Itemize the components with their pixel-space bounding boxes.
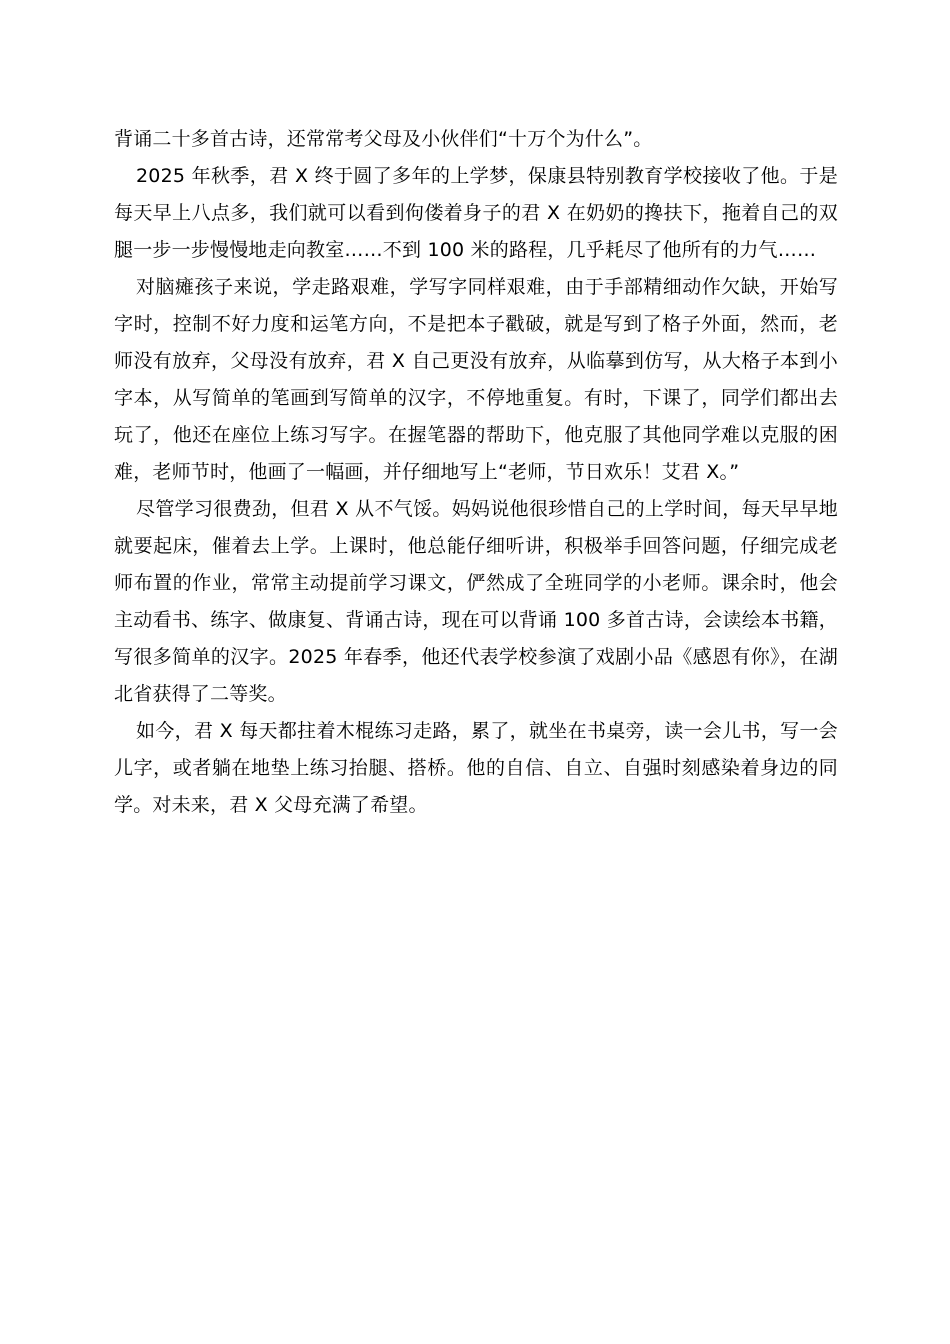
paragraph-present-day: 如今，君 X 每天都拄着木棍练习走路，累了，就坐在书桌旁，读一会儿书，写一会儿字，或者躺在地垫上练习抬腿、搭桥。他的自信、自立、自强时刻感染着身边的同学。对未来，君 X 父母充满了希望。 xyxy=(114,720,838,816)
article-body xyxy=(114,121,838,824)
paragraph-learning-to-write: 对脑瘫孩子来说，学走路艰难，学写字同样艰难，由于手部精细动作欠缺，开始写字时，控制不好力度和运笔方向，不是把本子戳破，就是写到了格子外面，然而，老师没有放弃，父母没有放弃，君 X 自己更没有放弃，从临摹到仿写，从大格子本到小字本，从写简单的笔画到写简单的汉字，不停地重复。有时，下课了，同学们都出去玩了，他还在座位上练习写字。在握笔器的帮助下，他克服了其他同学难以克服的困难，老师节时，他画了一幅画，并仔细地写上“老师，节日欢乐！艾君 X。” xyxy=(114,276,838,483)
paragraph-continuation: 背诵二十多首古诗，还常常考父母及小伙伴们“十万个为什么”。 xyxy=(114,128,653,150)
paragraph-perseverance: 尽管学习很费劲，但君 X 从不气馁。妈妈说他很珍惜自己的上学时间，每天早早地就要起床，催着去上学。上课时，他总能仔细听讲，积极举手回答问题，仔细完成老师布置的作业，常常主动提前学习课文，俨然成了全班同学的小老师。课余时，他会主动看书、练字、做康复、背诵古诗，现在可以背诵 100 多首古诗，会读绘本书籍，写很多简单的汉字。2025 年春季，他还代表学校参演了戏剧小品《感恩有你》，在湖北省获得了二等奖。 xyxy=(114,498,838,705)
paragraph-school-enrollment: 2025 年秋季，君 X 终于圆了多年的上学梦，保康县特别教育学校接收了他。于是每天早上八点多，我们就可以看到佝偻着身子的君 X 在奶奶的搀扶下，拖着自己的双腿一步一步慢慢地走向教室……不到 100 米的路程，几乎耗尽了他所有的力气…… xyxy=(114,165,838,261)
